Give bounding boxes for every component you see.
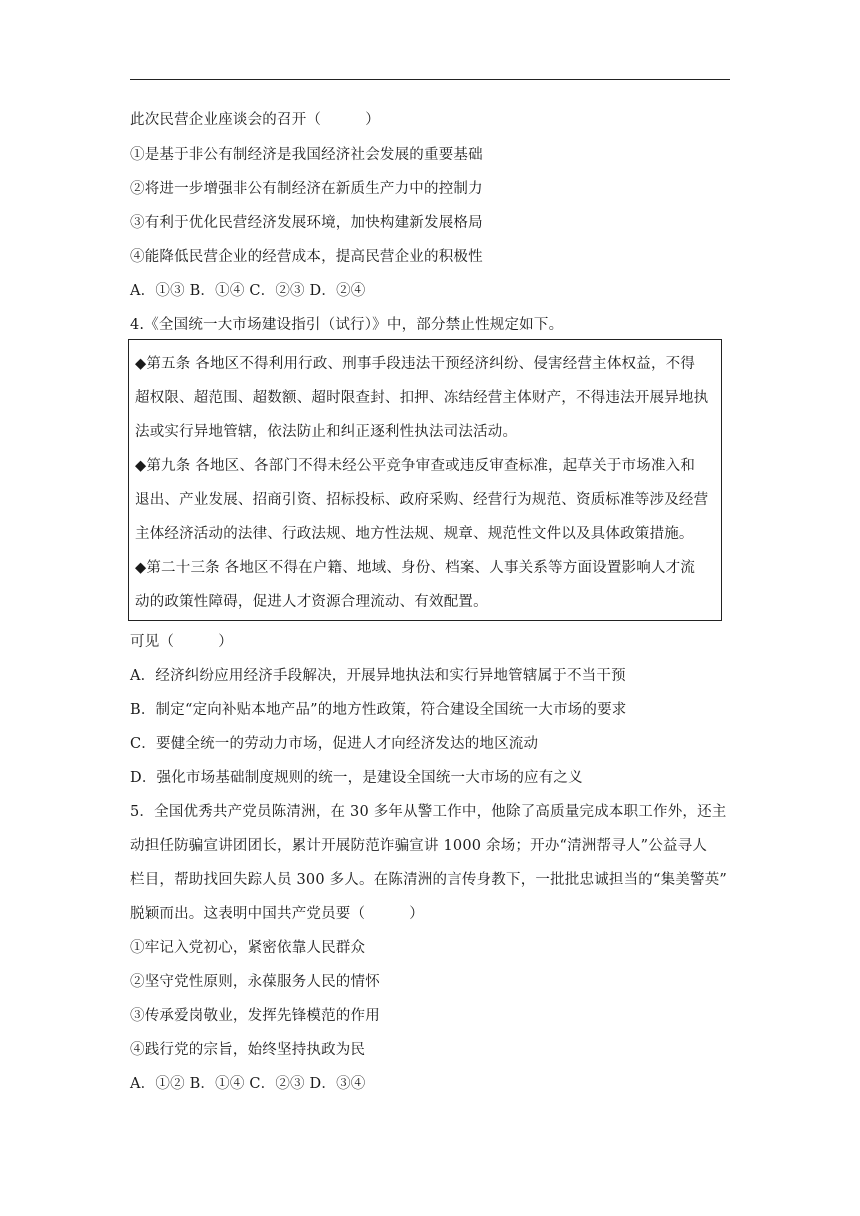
q5-option-2: ②坚守党性原则，永葆服务人民的情怀 [130,974,380,990]
box-line: 动的政策性障碍，促进人才资源合理流动、有效配置。 [135,594,488,610]
q4-choice-a: A．经济纠纷应用经济手段解决，开展异地执法和实行异地管辖属于不当干预 [130,668,626,684]
q5-stem-line: 栏目，帮助找回失踪人员 300 多人。在陈清洲的言传身教下，一批批忠诚担当的“集美警英” [130,872,728,888]
q5-answers: A．①② B．①④ C．②③ D．③④ [130,1076,366,1092]
q4-stem: 4.《全国统一大市场建设指引（试行）》中，部分禁止性规定如下。 [130,317,564,333]
q3-option-4: ④能降低民营企业的经营成本，提高民营企业的积极性 [130,249,483,265]
box-line: ◆第九条 各地区、各部门不得未经公平竞争审查或违反审查标准，起草关于市场准入和 [135,458,696,474]
q5-option-4: ④践行党的宗旨，始终坚持执政为民 [130,1042,366,1058]
q3-option-1: ①是基于非公有制经济是我国经济社会发展的重要基础 [130,147,483,163]
box-line: 超权限、超范围、超数额、超时限查封、扣押、冻结经营主体财产，不得违法开展异地执 [135,390,709,406]
q5-option-1: ①牢记入党初心，紧密依靠人民群众 [130,940,366,956]
box-line: 主体经济活动的法律、行政法规、地方性法规、规章、规范性文件以及具体政策措施。 [135,526,694,542]
box-line: ◆第五条 各地区不得利用行政、刑事手段违法干预经济纠纷、侵害经营主体权益，不得 [135,356,696,372]
q3-option-3: ③有利于优化民营经济发展环境，加快构建新发展格局 [130,215,483,231]
regulation-box [128,339,722,621]
q3-stem: 此次民营企业座谈会的召开（ ） [130,112,380,128]
q4-choice-d: D．强化市场基础制度规则的统一，是建设全国统一大市场的应有之义 [130,770,583,786]
q5-option-3: ③传承爱岗敬业，发挥先锋模范的作用 [130,1008,380,1024]
q5-stem-line: 动担任防骗宣讲团团长，累计开展防范诈骗宣讲 1000 余场；开办“清洲帮寻人”公益寻人 [130,838,708,854]
q4-choice-b: B．制定“定向补贴本地产品”的地方性政策，符合建设全国统一大市场的要求 [130,702,627,718]
box-line: 法或实行异地管辖，依法防止和纠正逐利性执法司法活动。 [135,424,518,440]
q4-prompt: 可见（ ） [130,634,233,650]
q4-choice-c: C．要健全统一的劳动力市场，促进人才向经济发达的地区流动 [130,736,539,752]
q5-stem-line: 5．全国优秀共产党员陈清洲，在 30 多年从警工作中，他除了高质量完成本职工作外，还主 [130,804,727,820]
box-line: ◆第二十三条 各地区不得在户籍、地域、身份、档案、人事关系等方面设置影响人才流 [135,560,696,576]
q3-answers: A．①③ B．①④ C．②③ D．②④ [130,283,366,299]
header-rule [130,79,730,80]
q5-stem-line: 脱颖而出。这表明中国共产党员要（ ） [130,906,424,922]
box-line: 退出、产业发展、招商引资、招标投标、政府采购、经营行为规范、资质标准等涉及经营 [135,492,709,508]
q3-option-2: ②将进一步增强非公有制经济在新质生产力中的控制力 [130,181,483,197]
